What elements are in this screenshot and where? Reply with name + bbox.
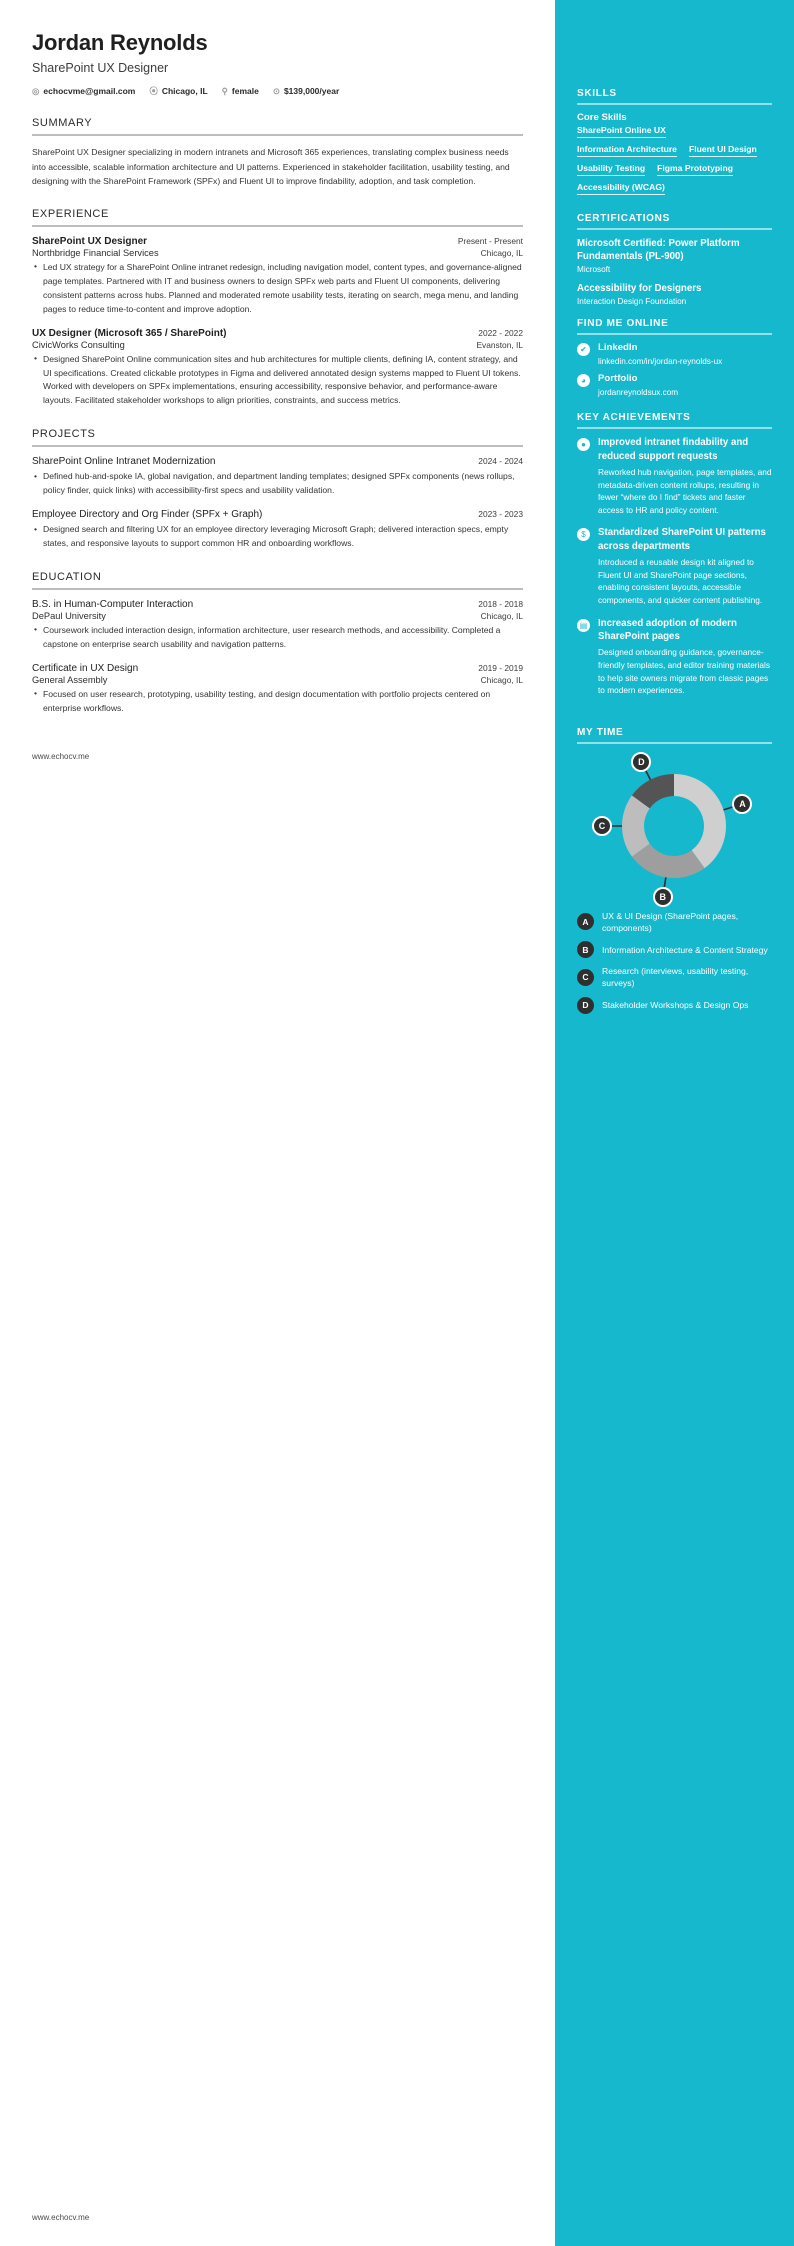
entry-subheader bbox=[32, 340, 523, 350]
certification-item bbox=[577, 282, 772, 306]
entry-location: Chicago, IL bbox=[480, 247, 523, 258]
legend-badge-B: B bbox=[577, 941, 594, 958]
certification-issuer: Interaction Design Foundation bbox=[577, 297, 687, 307]
check-circle-icon: ✔ bbox=[577, 343, 590, 356]
sidebar-divider bbox=[577, 742, 772, 744]
certification-issuer: Microsoft bbox=[577, 265, 611, 275]
donut-legend-item bbox=[577, 965, 772, 989]
clock-icon: ◕ bbox=[577, 374, 590, 387]
dollar-circle-icon: $ bbox=[577, 528, 590, 541]
contact-value: $139,000/year bbox=[283, 86, 340, 97]
online-profile-item[interactable] bbox=[577, 373, 772, 398]
entry-bullet-list bbox=[32, 261, 523, 317]
online-profile-item[interactable] bbox=[577, 342, 772, 367]
summary-heading: SUMMARY bbox=[32, 117, 93, 130]
sidebar-divider bbox=[577, 228, 772, 230]
achievement-text bbox=[598, 526, 772, 606]
candidate-job-title: SharePoint UX Designer bbox=[32, 61, 169, 76]
achievement-description: Designed onboarding guidance, governance-friendly templates, and editor training materials to help site owners migrate from classic pages to modern experiences. bbox=[598, 647, 771, 696]
achievement-item bbox=[577, 436, 772, 516]
entry-location: Chicago, IL bbox=[480, 610, 523, 621]
entry-bullet: • Led UX strategy for a SharePoint Online intranet redesign, including navigation model, content types, and governance-aligned page templates. Partnered with IT and business owners to design SPFx web parts and Fluent UI components, delivering consistent patterns across hubs. Planned and moderated remote usability tests, iterating on search, mega menu, and landing pages to reduce time-to-content and improve adoption. bbox=[32, 261, 523, 317]
sidebar bbox=[555, 0, 794, 2246]
email-icon: ◎ bbox=[32, 85, 40, 96]
donut-legend-item bbox=[577, 910, 772, 934]
donut-legend-item bbox=[577, 941, 772, 958]
entry bbox=[32, 456, 523, 498]
key-achievements-heading: KEY ACHIEVEMENTS bbox=[577, 412, 691, 424]
entry-organization: General Assembly bbox=[32, 674, 108, 685]
skill-tag[interactable]: Figma Prototyping bbox=[657, 163, 733, 176]
legend-label: Stakeholder Workshops & Design Ops bbox=[602, 999, 749, 1010]
donut-slice-A bbox=[674, 774, 726, 868]
entry-subheader bbox=[32, 248, 523, 258]
sidebar-online-section bbox=[577, 318, 772, 398]
skill-tag[interactable]: Usability Testing bbox=[577, 163, 645, 176]
contact-item bbox=[273, 86, 339, 97]
legend-label: Information Architecture & Content Strategy bbox=[602, 944, 768, 955]
donut-legend-item bbox=[577, 997, 772, 1014]
entry-bullet-list bbox=[32, 470, 523, 498]
achievement-list bbox=[577, 436, 772, 697]
salary-icon: ⊙ bbox=[272, 85, 280, 96]
entry-location: Evanston, IL bbox=[476, 339, 523, 350]
entry-header bbox=[32, 663, 523, 674]
find-me-online-heading: FIND ME ONLINE bbox=[577, 318, 669, 330]
entry-organization: Northbridge Financial Services bbox=[32, 247, 159, 258]
legend-label: UX & UI Design (SharePoint pages, components) bbox=[602, 910, 739, 933]
my-time-heading: MY TIME bbox=[577, 726, 624, 738]
legend-badge-A: A bbox=[577, 913, 594, 930]
skill-tag[interactable]: Information Architecture bbox=[577, 144, 677, 157]
section-divider bbox=[32, 134, 523, 136]
contact-item bbox=[149, 85, 207, 97]
comment-icon: ● bbox=[577, 438, 590, 451]
achievement-text bbox=[598, 436, 772, 516]
projects-section bbox=[32, 428, 523, 551]
donut-badge-B: B bbox=[653, 887, 673, 907]
online-profile-text bbox=[598, 342, 722, 367]
document-icon: ▤ bbox=[577, 619, 590, 632]
contact-row bbox=[32, 85, 523, 97]
entry-date: 2019 - 2019 bbox=[478, 662, 523, 673]
legend-badge-D: D bbox=[577, 997, 594, 1014]
entry bbox=[32, 509, 523, 551]
sidebar-certifications-section bbox=[577, 213, 772, 306]
entry-date: Present - Present bbox=[457, 235, 523, 246]
entry bbox=[32, 236, 523, 317]
achievement-item bbox=[577, 526, 772, 606]
achievement-item bbox=[577, 617, 772, 697]
footer-url: www.echocv.me bbox=[32, 751, 90, 761]
online-profile-list bbox=[577, 342, 772, 398]
online-profile-url[interactable]: linkedin.com/in/jordan-reynolds-ux bbox=[598, 356, 723, 366]
entry-bullet: • Coursework included interaction design, information architecture, user research methods, and accessibility. Completed a capstone on enterprise search usability and navigation patterns. bbox=[32, 624, 523, 652]
legend-label: Research (interviews, usability testing, surveys) bbox=[602, 966, 749, 989]
projects-list bbox=[32, 456, 523, 551]
entry-bullet-list bbox=[32, 624, 523, 652]
online-profile-label: Portfolio bbox=[598, 373, 638, 385]
section-divider bbox=[32, 225, 523, 227]
entry-title: SharePoint Online Intranet Modernization bbox=[32, 456, 216, 468]
education-heading: EDUCATION bbox=[32, 570, 102, 583]
entry-header bbox=[32, 456, 523, 467]
sidebar-skills-section bbox=[577, 88, 772, 201]
summary-text: SharePoint UX Designer specializing in modern intranets and Microsoft 365 experiences, translating complex business needs into accessible, scalable information architecture and UI patterns. Experienced in stakeholder facilitation, usability testing, and designing with the SharePoint Framework (SPFx) and Fluent UI to improve findability, adoption, and task completion. bbox=[32, 147, 510, 186]
entry-title: Employee Directory and Org Finder (SPFx + Graph) bbox=[32, 509, 263, 521]
certification-item bbox=[577, 237, 772, 274]
sidebar-mytime-section bbox=[577, 727, 772, 1014]
entry-bullet-list bbox=[32, 523, 523, 551]
donut-legend-list bbox=[577, 910, 772, 1014]
entry-bullet-list bbox=[32, 353, 523, 409]
entry bbox=[32, 663, 523, 716]
entry-title: B.S. in Human-Computer Interaction bbox=[32, 598, 194, 610]
contact-item bbox=[32, 86, 135, 97]
time-allocation-donut-chart bbox=[577, 754, 772, 904]
sidebar-divider bbox=[577, 103, 772, 105]
entry-header bbox=[32, 236, 523, 247]
skills-heading: SKILLS bbox=[577, 88, 617, 99]
entry bbox=[32, 328, 523, 409]
entry-organization: DePaul University bbox=[32, 610, 106, 621]
entry-title: Certificate in UX Design bbox=[32, 662, 139, 674]
section-divider bbox=[32, 445, 523, 447]
online-profile-label: LinkedIn bbox=[598, 342, 638, 354]
entry-location: Chicago, IL bbox=[480, 674, 523, 685]
achievement-title: Standardized SharePoint UI patterns across departments bbox=[598, 527, 766, 552]
skill-tag[interactable]: SharePoint Online UX bbox=[577, 125, 666, 138]
entry-title: SharePoint UX Designer bbox=[32, 235, 148, 247]
entry-date: 2022 - 2022 bbox=[478, 327, 523, 338]
achievement-description: Introduced a reusable design kit aligned to Fluent UI and SharePoint page sections, enabling consistent layouts, accessible components, and quicker content publishing. bbox=[598, 557, 763, 605]
achievement-text bbox=[598, 617, 772, 697]
entry-date: 2024 - 2024 bbox=[478, 456, 523, 467]
certification-list bbox=[577, 237, 772, 306]
donut-badge-D: D bbox=[631, 752, 651, 772]
sidebar-divider bbox=[577, 427, 772, 429]
experience-list bbox=[32, 236, 523, 408]
entry-date: 2018 - 2018 bbox=[478, 598, 523, 609]
header-block bbox=[32, 30, 523, 97]
online-profile-text bbox=[598, 373, 678, 398]
entry-subheader bbox=[32, 675, 523, 685]
summary-section bbox=[32, 117, 523, 188]
skill-tag[interactable]: Fluent UI Design bbox=[689, 144, 757, 157]
contact-value: female bbox=[231, 86, 259, 97]
contact-value: echocvme@gmail.com bbox=[43, 86, 136, 97]
footer-url-bottom: www.echocv.me bbox=[32, 2213, 90, 2222]
skill-tag-list bbox=[577, 125, 772, 201]
achievement-description: Reworked hub navigation, page templates, and metadata-driven content rollups, resulting in fewer “where do I find” tickets and faster access to HR and policy content. bbox=[598, 466, 772, 515]
certifications-heading: CERTIFICATIONS bbox=[577, 213, 670, 224]
section-divider bbox=[32, 588, 523, 590]
skills-group-label: Core Skills bbox=[577, 112, 627, 123]
certification-name: Microsoft Certified: Power Platform Fundamentals (PL-900) bbox=[577, 238, 740, 263]
entry-subheader bbox=[32, 611, 523, 621]
contact-value: Chicago, IL bbox=[161, 86, 208, 97]
entry bbox=[32, 599, 523, 652]
entry-bullet: • Designed search and filtering UX for an employee directory leveraging Microsoft Graph; delivered interaction specs, empty states, and responsive layouts to support common HR and onboarding workflows. bbox=[32, 523, 523, 551]
candidate-name: Jordan Reynolds bbox=[32, 30, 208, 55]
entry-header bbox=[32, 599, 523, 610]
sidebar-divider bbox=[577, 333, 772, 335]
person-icon: ⚲ bbox=[221, 85, 228, 96]
entry-bullet: • Defined hub-and-spoke IA, global navigation, and department landing templates; designed SPFx components (news rollups, policy finder, quick links) with accessibility-first specs and usability validation. bbox=[32, 470, 523, 498]
entry-date: 2023 - 2023 bbox=[478, 509, 523, 520]
legend-badge-C: C bbox=[577, 969, 594, 986]
entry-bullet: • Focused on user research, prototyping, usability testing, and design documentation with portfolio projects centered on enterprise workflows. bbox=[32, 688, 523, 716]
certification-name: Accessibility for Designers bbox=[577, 283, 702, 295]
contact-item bbox=[222, 86, 259, 97]
online-profile-url[interactable]: jordanreynoldsux.com bbox=[598, 387, 679, 397]
achievement-title: Increased adoption of modern SharePoint pages bbox=[598, 617, 737, 642]
entry-header bbox=[32, 509, 523, 520]
experience-heading: EXPERIENCE bbox=[32, 207, 109, 220]
experience-section bbox=[32, 208, 523, 408]
education-list bbox=[32, 599, 523, 716]
location-pin-icon: ⦿ bbox=[149, 86, 158, 97]
entry-title: UX Designer (Microsoft 365 / SharePoint) bbox=[32, 327, 227, 339]
entry-bullet-list bbox=[32, 688, 523, 716]
entry-organization: CivicWorks Consulting bbox=[32, 339, 125, 350]
entry-header bbox=[32, 328, 523, 339]
projects-heading: PROJECTS bbox=[32, 428, 96, 441]
donut-badge-C: C bbox=[592, 816, 612, 836]
achievement-title: Improved intranet findability and reduced support requests bbox=[598, 437, 749, 462]
education-section bbox=[32, 571, 523, 716]
entry-bullet: • Designed SharePoint Online communication sites and hub architectures for multiple clients, defining IA, content strategy, and UI specifications. Created clickable prototypes in Figma and delivered annotated design systems mapped to Fluent UI tokens. Worked with developers on SPFx implementations, ensuring accessibility, responsive behavior, and performance-aware layouts. Facilitated stakeholder workshops to align priorities, constraints, and success metrics. bbox=[32, 353, 523, 409]
skill-tag[interactable]: Accessibility (WCAG) bbox=[577, 182, 665, 195]
donut-badge-A: A bbox=[732, 794, 752, 814]
sidebar-achievements-section bbox=[577, 412, 772, 697]
